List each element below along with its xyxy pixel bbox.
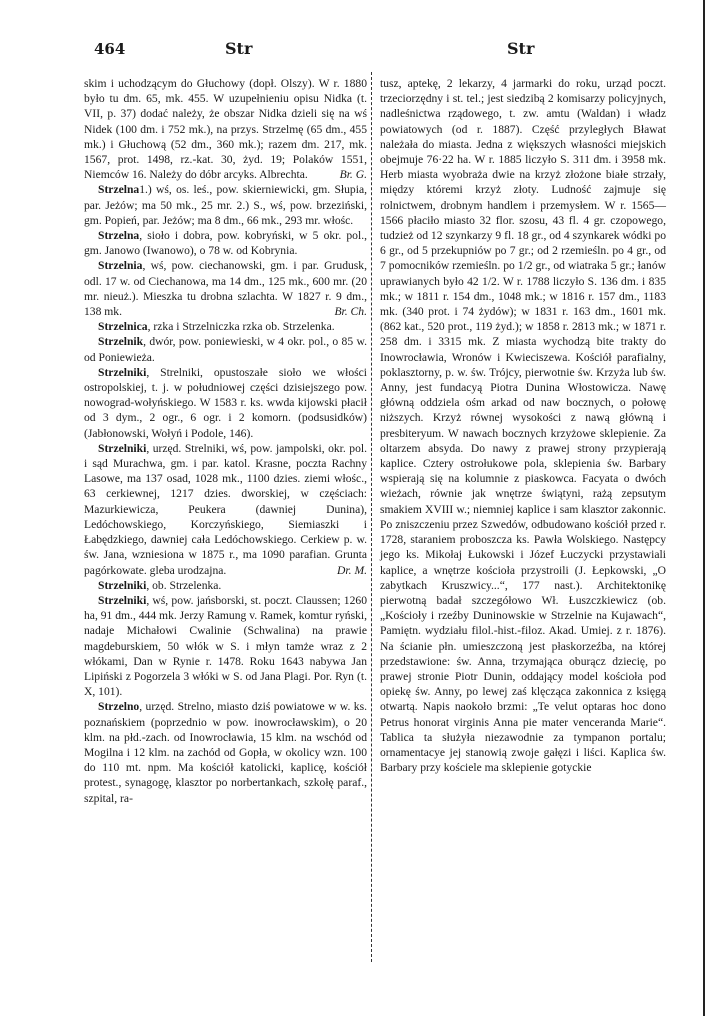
entry-headword: Strzelniki <box>98 365 147 379</box>
entry-text: , urzęd. Strelno, miasto dziś powiatowe w w. ks. poznańskiem (poprzednio w pow. inowrocławskim), o 20 klm. na płd.-zach. od Inowrocławia, 15 klm. na wschód od Mogilna i 12 klm. na zachód od Gopła, w okolicy wzn. 100 do 110 mt. npm. Ma kościół katolicki, kaplicę, kościół protest., synagogę, klasztor po norbertankach, szkołę paraf., szpital, ra- <box>84 700 367 805</box>
running-head-right: Str <box>507 39 535 58</box>
entry-text: , wś, pow. ciechanowski, gm. i par. Grudusk, odl. 17 w. od Ciechanowa, ma 14 dm., 125 mk., 600 mr. (20 mr. nieuż.). Mieszka tu drobna szlachta. W 1827 r. 9 dm., 138 mk. <box>84 259 367 319</box>
entry-paragraph <box>84 593 367 699</box>
entry-headword: Strzelniki <box>98 578 147 592</box>
entry-text: , urzęd. Strelniki, wś, pow. jampolski, okr. pol. i sąd Murachwa, gm. i par. katol. Krasne, poczta Rachny Lasowe, ma 137 osad, 1028 mk., 1100 dzies. ziemi włośc., 63 cerkiewnej, 1217 dzies. dworskiej, w częściach: Mazurkiewicza, Peukera (dawniej Dunina), Ledóchowskiego, Korczyńskiego, Siemiaszki i Łabędzkiego, dawniej cała Ledóchowskiego. Cerkiew p. w. św. Jana, wzniesiona w 1875 r., ma 1090 parafian. Grunta pagórkowate. gleba urodzajna. <box>84 441 367 577</box>
page-number: 464 <box>94 40 126 58</box>
entry-paragraph <box>380 76 666 775</box>
entry-paragraph <box>84 258 367 319</box>
entry-headword: Strzelnica <box>98 320 148 334</box>
entry-author: Br. Ch. <box>334 305 367 319</box>
entry-paragraph <box>84 365 367 441</box>
entry-paragraph <box>84 441 367 578</box>
entry-paragraph <box>84 319 367 334</box>
entry-text: , dwór, pow. poniewieski, w 4 okr. pol., o 85 w. od Poniewieża. <box>84 335 367 364</box>
page-edge-line <box>703 0 705 1016</box>
entry-headword: Strzelniki <box>98 593 147 607</box>
entry-text: , wś, pow. jańsborski, st. poczt. Claussen; 1260 ha, 91 dm., 444 mk. Jerzy Ramung v. Ramek, komtur ryński, nadaje Michałowi Cwalinie (Schwalina) na prawie magdeburskiem, 50 włók w S. i młyn tamże wraz z 2 włókami, Dan w Rynie r. 1478. Roku 1643 nabywa Jan Lipiński z Pogorzela 3 włóki w S. od Jana Plagi. Por. Ryn (t. X, 101). <box>84 593 367 699</box>
entry-headword: Strzelna <box>98 183 140 197</box>
entry-paragraph <box>84 182 367 228</box>
entry-author: Dr. M. <box>337 563 367 577</box>
entry-text: , rzka i Strzelniczka rzka ob. Strzelenka. <box>147 320 335 334</box>
entry-text: 1.) wś, os. leś., pow. skierniewicki, gm. Słupia, par. Jeżów; ma 50 mk., 25 mr. 2.) S., wś, pow. brzeziński, gm. Popień, par. Jeżów; ma 8 dm., 66 mk., 293 mr. włośc. <box>84 183 367 227</box>
entry-headword: Strzelnia <box>98 259 143 273</box>
running-head-left: Str <box>225 39 253 58</box>
entry-text: , sioło i dobra, pow. kobryński, w 5 okr. pol., gm. Janowo (Iwanowo), o 78 w. od Kobrynia. <box>84 229 367 258</box>
entry-text: , ob. Strzelenka. <box>146 578 222 592</box>
right-column <box>380 76 666 775</box>
entry-text: , Strelniki, opustoszałe sioło we włości ostropolskiej, t. j. w południowej części dzisiejszego pow. nowograd-wołyńskiego. W 1583 r. ks. wwda kijowski płacił od 3 dym., 2 ogr., 6 ogr. i 2 komorn. (podsusidków) (Jabłonowski, Wołyń i Podole, 146). <box>84 365 367 440</box>
entry-headword: Strzelna <box>98 229 140 243</box>
entry-paragraph <box>84 228 367 258</box>
entry-paragraph <box>84 76 367 182</box>
entry-headword: Strzelnik <box>98 335 144 349</box>
entry-paragraph <box>84 699 367 805</box>
entry-text: tusz, aptekę, 2 lekarzy, 4 jarmarki do roku, urząd poczt. trzeciorzędny i st. tel.; jest siedzibą 2 komisarzy policyjnych, nadleśnictwa rządowego, t. zw. amtu (Waldan) i władz powiatowych (od r. 1887). Część przyległych Bławat należała do miasta. Jedna z większych własności miejskich obejmuje 76·22 ha. W r. 1885 liczyło S. 311 dm. i 3958 mk. Herb miasta wyobraża dwie na krzyż złożone białe strzały, między któremi krzyż złoty. Ludność zajmuje się rolnictwem, drobnym handlem i przemysłem. W r. 1565—1566 płaciło miasto 32 flor. szosu, 43 fl. 4 gr. czopowego, tudzież od 12 szynkarzy 9 fl. 18 gr., od 4 szynkarek wódki po 6 gr., od 5 przekupniów po 7 gr.; od 2 rzemieśln. po 4 gr., od 7 pomocników rzemieśln. po 1/2 gr., od wiatraka 5 gr.; łanów uprawianych było 42 1/2. W r. 1788 liczyło S. 136 dm. i 835 mk.; w 1811 r. 154 dm., 1048 mk.; w 1816 r. 157 dm., 1183 mk. (340 prot. i 74 żydów); w 1831 r. 163 dm., 1601 mk. (862 kat., 520 prot., 119 żyd.); w 1858 r. 2813 mk.; w 1871 r. 258 dm. i 3315 mk. Z miasta wychodzą bite trakty do Inowrocławia, Wronów i Kwieciszewa. Kościół parafialny, poklasztorny, p. w. św. Trójcy, pierwotnie św. Krzyża lub św. Anny, jest fundacyą Piotra Dunina Włostowicza. Nawę główną oddziela ośm arkad od naw bocznych, o połowę niższych. Krzyż równej wysokości z nawą główną i presbiteryum. W nawach bocznych krzyżowe sklepienie. Za oltarzem absyda. Do nawy z prawej strony przypierają kaplice. Cztery ostrołukowe pola, sklepienia św. Barbary wspierają się na kolumnie z piaskowca. Facyata o dwóch wieżach, równie jak wnętrze świątyni, rażą zepsutym smakiem XVIII w.; niemniej kaplice i sam klasztor zakonnic. Po zniszczeniu przez Szwedów, odbudowano kościół przed r. 1728, staraniem proboszcza ks. Pawła Wolskiego. Następcy jego ks. Mikołaj Łukowski i Józef Łuczycki przystawiali kaplice, a wnętrze kościoła przystroili (J. Łepkowski, „O zabytkach Kruszwicy...“, 177 nast.). Architektonikę pierwotną badał szczegółowo Wł. Łuszczkiewicz (ob. „Kościoły i rzeźby Duninowskie w Strzelnie na Kujawach“, Pamiętn. wydziału filol.-hist.-filoz. Akad. Umiej. z r. 1876). Na ścianie płn. umieszczoną jest płaskorzeźba, na której przedstawione: św. Anna, trzymająca oburącz dziecię, po prawej stronie Piotr Dunin, oddający model kościoła pod opiekę św. Anny, po lewej zaś klęcząca zakonnica z księgą otwartą. Napis naokoło brzmi: „Te velut optaras hoc dono Petrus honorat virginis Anna pie mater venceranda Marie“. Tablica ta służyła niezawodnie za tympanon portalu; ornamentacye jej stanowią zwoje gałęzi i liści. Kaplica św. Barbary przy kościele ma sklepienie gotyckie <box>380 77 666 775</box>
column-divider <box>371 72 372 962</box>
entry-author: Br. G. <box>339 168 367 182</box>
entry-paragraph <box>84 578 367 593</box>
entry-paragraph <box>84 334 367 364</box>
left-column <box>84 76 367 806</box>
entry-headword: Strzelno <box>98 700 140 714</box>
entry-headword: Strzelniki <box>98 441 147 455</box>
entry-text: skim i uchodzącym do Głuchowy (dopł. Olszy). W r. 1880 było tu dm. 65, mk. 455. W uzupełnieniu opisu Nidka (t. VII, p. 37) dodać należy, że obszar Nidka dzieli się na wś Nidek (100 dm. i 752 mk.), na przys. Strzelmę (65 dm., 455 mk.) i Głuchową (52 dm., 360 mk.); razem dm. 217, mk. 1567, prot. 1498, rz.-kat. 30, żyd. 19; Polaków 1551, Niemców 16. Należy do dóbr arcyks. Albrechta. <box>84 77 367 182</box>
